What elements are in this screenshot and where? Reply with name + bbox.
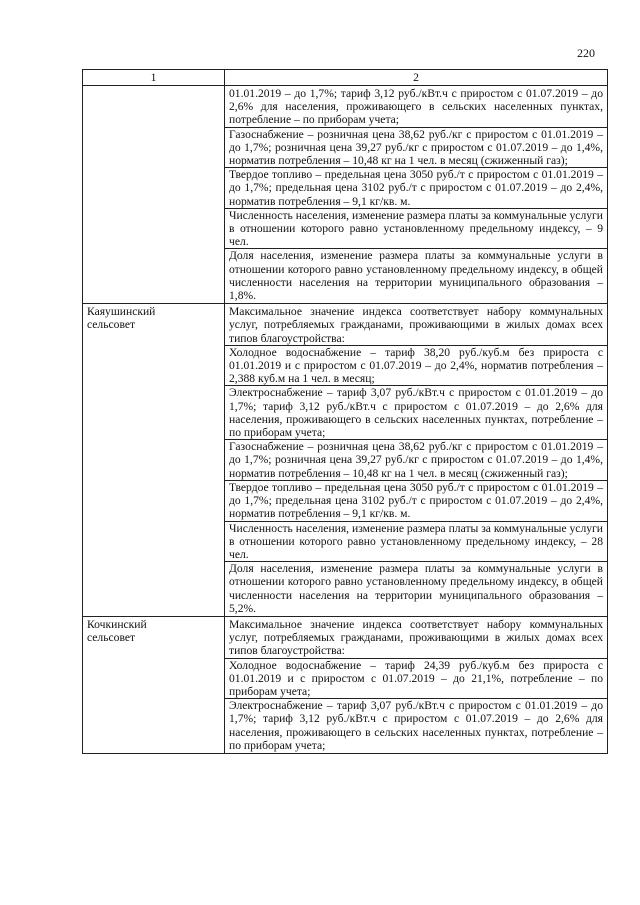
description-cell	[225, 86, 608, 304]
paragraph: Доля населения, изменение размера платы за коммунальные услуги в отношении которого равно установленному предельному индексу, в общей численности населения на территории муниципального образования – 5,2%.	[229, 562, 603, 615]
table-row	[83, 86, 608, 304]
paragraph: Максимальное значение индекса соответствует набору коммунальных услуг, потребляемых гражданами, проживающими в жилых домах всех типов благоустройства:	[225, 618, 607, 659]
municipality-name-cell	[83, 616, 225, 753]
municipality-type: сельсовет	[87, 318, 136, 332]
municipality-name: Каяушинский	[87, 305, 156, 319]
description-cell	[225, 304, 608, 617]
description-cell	[225, 616, 608, 753]
column-header-2: 2	[225, 70, 608, 86]
table-row	[83, 304, 608, 617]
paragraph: Численность населения, изменение размера платы за коммунальные услуги в отношении которого равно установленному предельному индексу, – 9 чел.	[225, 209, 607, 250]
paragraph: Холодное водоснабжение – тариф 38,20 руб./куб.м без прироста с 01.01.2019 и с приростом с 01.07.2019 – до 2,4%, норматив потребления – 2,388 куб.м на 1 чел. в месяц;	[225, 346, 607, 387]
paragraph: Электроснабжение – тариф 3,07 руб./кВт.ч с приростом с 01.01.2019 – до 1,7%; тариф 3,12 руб./кВт.ч с приростом с 01.07.2019 – до 2,6% для населения, проживающего в сельских населенных пунктах, потребление – по приборам учета;	[225, 386, 607, 440]
paragraph: Максимальное значение индекса соответствует набору коммунальных услуг, потребляемых гражданами, проживающими в жилых домах всех типов благоустройства:	[225, 305, 607, 346]
paragraph: 01.01.2019 – до 1,7%; тариф 3,12 руб./кВт.ч с приростом с 01.07.2019 – до 2,6% для населения, проживающего в сельских населенных пунктах, потребление – по приборам учета;	[225, 87, 607, 128]
municipality-name-cell	[83, 304, 225, 617]
paragraph: Газоснабжение – розничная цена 38,62 руб./кг с приростом с 01.01.2019 – до 1,7%; розничная цена 39,27 руб./кг с приростом с 01.07.2019 – до 1,4%, норматив потребления – 10,48 кг на 1 чел. в месяц (сжиженный газ);	[225, 128, 607, 169]
table-row	[83, 616, 608, 753]
municipality-type: сельсовет	[87, 631, 136, 645]
paragraph: Доля населения, изменение размера платы за коммунальные услуги в отношении которого равно установленному предельному индексу, в общей численности населения на территории муниципального образования – 1,8%.	[229, 249, 603, 303]
column-header-1: 1	[83, 70, 225, 86]
page-number: 220	[577, 46, 595, 60]
paragraph: Холодное водоснабжение – тариф 24,39 руб./куб.м без прироста с 01.01.2019 и с приростом с 01.07.2019 – до 21,1%, потребление – по приборам учета;	[225, 659, 607, 700]
table-header-row	[83, 70, 608, 86]
paragraph: Газоснабжение – розничная цена 38,62 руб./кг с приростом с 01.01.2019 – до 1,7%; розничная цена 39,27 руб./кг с приростом с 01.07.2019 – до 1,4%, норматив потребления – 10,48 кг на 1 чел. в месяц (сжиженный газ);	[225, 440, 607, 481]
paragraph: Твердое топливо – предельная цена 3050 руб./т с приростом с 01.01.2019 – до 1,7%; предельная цена 3102 руб./т с приростом с 01.07.2019 – до 2,4%, норматив потребления – 9,1 кг/кв. м.	[225, 481, 607, 522]
paragraph: Численность населения, изменение размера платы за коммунальные услуги в отношении которого равно установленному предельному индексу, – 28 чел.	[225, 522, 607, 563]
tariff-table	[82, 69, 608, 754]
municipality-name: Кочкинский	[87, 617, 147, 631]
municipality-name-cell	[83, 86, 225, 304]
paragraph: Твердое топливо – предельная цена 3050 руб./т с приростом с 01.01.2019 – до 1,7%; предельная цена 3102 руб./т с приростом с 01.07.2019 – до 2,4%, норматив потребления – 9,1 кг/кв. м.	[225, 168, 607, 209]
paragraph: Электроснабжение – тариф 3,07 руб./кВт.ч с приростом с 01.01.2019 – до 1,7%; тариф 3,12 руб./кВт.ч с приростом с 01.07.2019 – до 2,6% для населения, проживающего в сельских населенных пунктах, потребление – по приборам учета;	[229, 699, 603, 752]
